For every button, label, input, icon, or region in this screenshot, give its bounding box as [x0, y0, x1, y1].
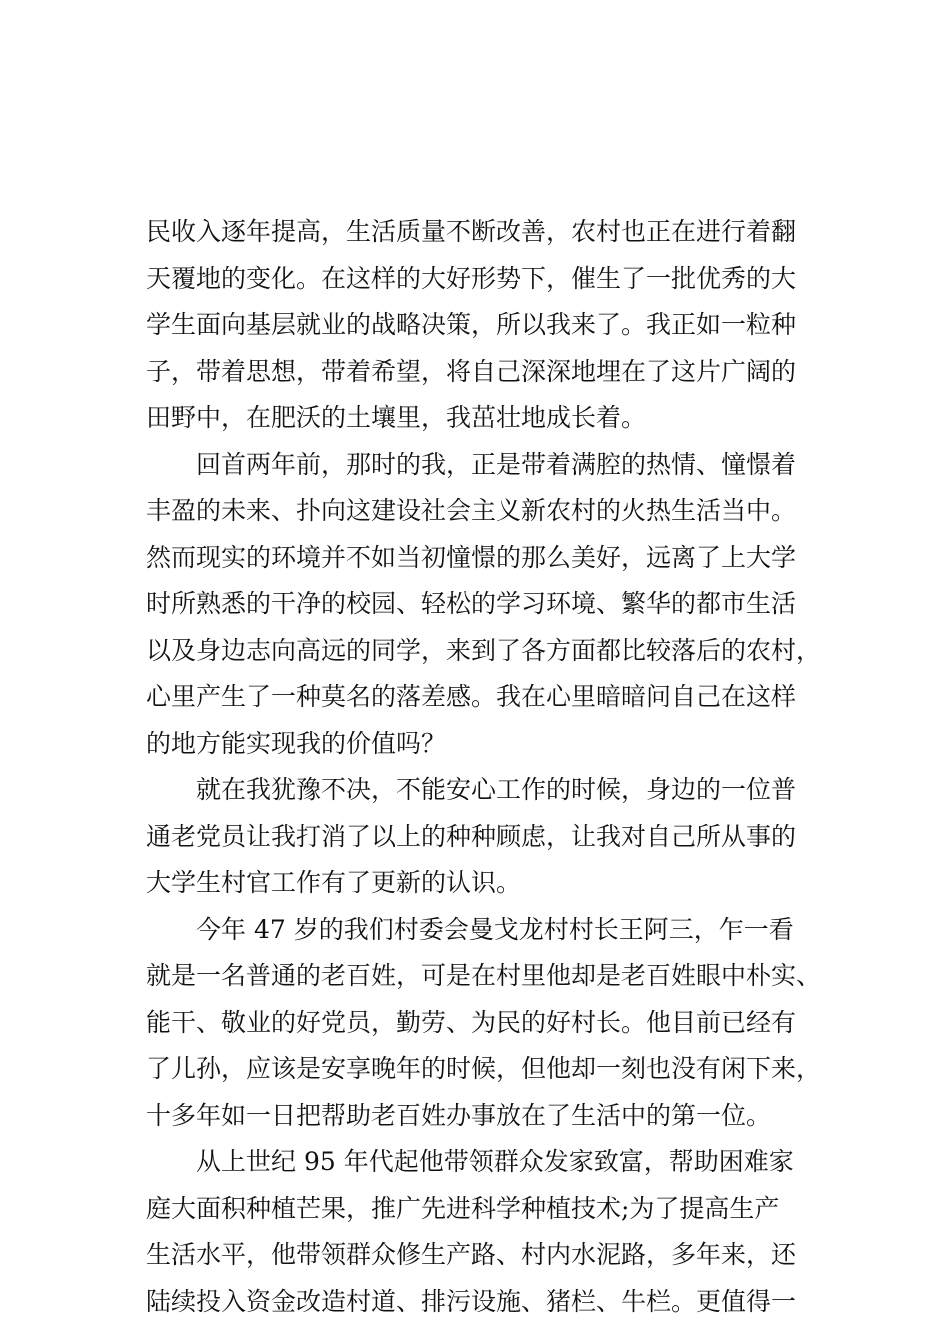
text-line: 田野中，在肥沃的土壤里，我茁壮地成长着。 [146, 403, 647, 432]
text-line: 的地方能实现我的价值吗？ [146, 728, 447, 758]
text-line: 通老党员让我打消了以上的种种顾虑，让我对自己所从事的 [146, 821, 797, 851]
text-line: 回首两年前，那时的我，正是带着满腔的热情、憧憬着 [196, 449, 797, 479]
text-line: 陆续投入资金改造村道、排污设施、猪栏、牛栏。更值得一 [146, 1286, 797, 1316]
text-line: 以及身边志向高远的同学，来到了各方面都比较落后的农村， [146, 635, 822, 665]
text-line: 庭大面积种植芒果，推广先进科学种植技术;为了提高生产 [146, 1193, 780, 1223]
text-line: 从上世纪 95 年代起他带领群众发家致富，帮助困难家 [196, 1147, 794, 1176]
text-line: 大学生村官工作有了更新的认识。 [146, 868, 522, 897]
text-line: 能干、敬业的好党员，勤劳、为民的好村长。他目前已经有 [146, 1007, 797, 1037]
text-line: 心里产生了一种莫名的落差感。我在心里暗暗问自己在这样 [146, 682, 797, 711]
text-line: 就在我犹豫不决，不能安心工作的时候，身边的一位普 [196, 775, 797, 804]
text-line: 时所熟悉的干净的校园、轻松的学习环境、繁华的都市生活 [146, 589, 797, 618]
text-line: 就是一名普通的老百姓，可是在村里他却是老百姓眼中朴实、 [146, 961, 822, 990]
text-line: 今年 47 岁的我们村委会曼戈龙村村长王阿三，乍一看 [196, 914, 794, 944]
text-line: 丰盈的未来、扑向这建设社会主义新农村的火热生活当中。 [146, 496, 797, 525]
text-line: 天覆地的变化。在这样的大好形势下，催生了一批优秀的大 [146, 263, 797, 293]
text-line: 子，带着思想，带着希望，将自己深深地埋在了这片广阔的 [146, 356, 797, 386]
text-line: 十多年如一日把帮助老百姓办事放在了生活中的第一位。 [146, 1100, 772, 1130]
text-line: 然而现实的环境并不如当初憧憬的那么美好，远离了上大学 [146, 542, 797, 572]
text-line: 民收入逐年提高，生活质量不断改善，农村也正在进行着翻 [146, 217, 797, 246]
text-line: 了儿孙，应该是安享晚年的时候，但他却一刻也没有闲下来， [146, 1054, 822, 1083]
document-body [146, 209, 826, 1325]
text-line: 学生面向基层就业的战略决策，所以我来了。我正如一粒种 [146, 310, 797, 339]
text-line: 生活水平，他带领群众修生产路、村内水泥路，多年来，还 [146, 1240, 797, 1269]
